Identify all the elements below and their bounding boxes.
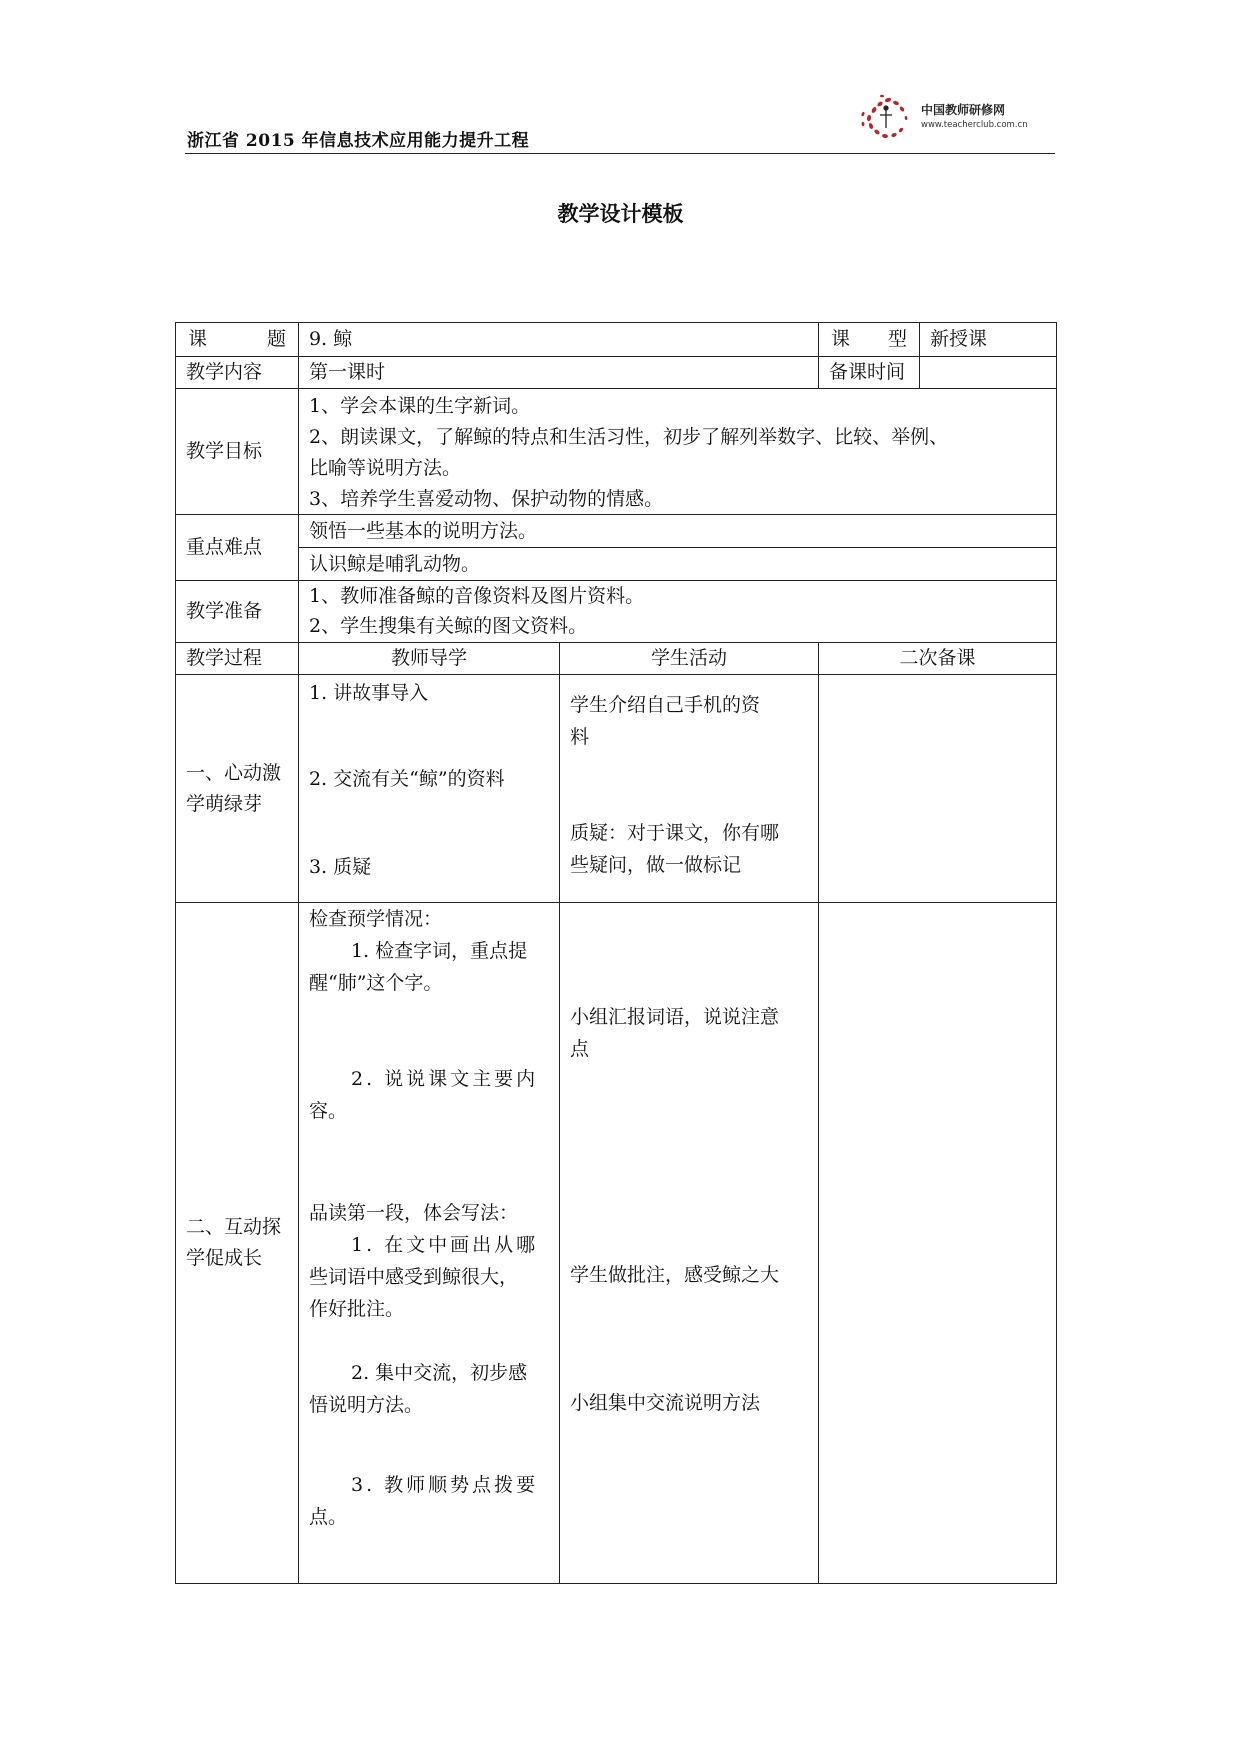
document-title: 教学设计模板 [557, 201, 684, 226]
goal-item: 2、朗读课文，了解鲸的特点和生活习性，初步了解列举数字、比较、举例、 [309, 426, 949, 448]
stage1-teacher-step: 1. 讲故事导入 [309, 682, 429, 704]
type-value: 新授课 [920, 323, 1056, 357]
stage1-student-line: 质疑：对于课文，你有哪 [570, 822, 780, 844]
prep-time-value [920, 357, 1056, 389]
stage2-student-line: 学生做批注，感受鲸之大 [570, 1264, 780, 1286]
check-heading: 检查预学情况： [309, 908, 443, 930]
topic-label-char-2: 题 [266, 328, 286, 350]
lesson-plan-table [175, 322, 1057, 1584]
read-heading: 品读第一段，体会写法： [309, 1202, 519, 1224]
read-step-3-line: 3. 教师顺势点拨要 [351, 1474, 539, 1496]
topic-label-char-1: 课 [188, 328, 208, 350]
read-step-3 [309, 1469, 551, 1533]
type-label-char-1: 课 [831, 328, 851, 350]
stage1-second-prep [819, 675, 1056, 903]
stage1-student-line: 学生介绍自己手机的资 [570, 694, 761, 716]
check-step-2 [309, 1063, 551, 1127]
goal-item: 3、培养学生喜爱动物、保护动物的情感。 [309, 488, 664, 510]
teacher-guide-header: 教师导学 [299, 643, 560, 675]
logo-dots-icon [858, 92, 920, 144]
second-prep-header: 二次备课 [819, 643, 1056, 675]
logo-title: 中国教师研修网 [921, 103, 1006, 117]
stage1-teacher [299, 675, 560, 903]
goals-label: 教学目标 [176, 389, 299, 515]
header-rule [185, 153, 1055, 154]
stage2-label-line: 二、互动探 [186, 1216, 282, 1238]
student-activity-header: 学生活动 [560, 643, 819, 675]
keypoints-label: 重点难点 [176, 515, 299, 581]
stage2-label [176, 903, 299, 1583]
check-step-1 [309, 935, 551, 999]
stage2-label-line: 学促成长 [186, 1247, 263, 1269]
check-step-2-line: 2. 说说课文主要内 [351, 1068, 539, 1090]
stage2-teacher [299, 903, 560, 1583]
read-step-2-line: 2. 集中交流，初步感 [351, 1362, 528, 1384]
stage1-teacher-step: 3. 质疑 [309, 856, 372, 878]
stage2-student-line: 小组汇报词语，说说注意 [570, 1006, 780, 1028]
preparation-label: 教学准备 [176, 581, 299, 643]
stage1-student [560, 675, 819, 903]
read-step-3-line: 点。 [309, 1506, 348, 1528]
read-step-1 [309, 1229, 551, 1325]
stage2-student-line: 小组集中交流说明方法 [570, 1392, 761, 1414]
read-step-1-line: 些词语中感受到鲸很大， [309, 1266, 519, 1288]
type-label-char-2: 型 [887, 328, 907, 350]
process-header: 教学过程 [176, 643, 299, 675]
preparation-item: 2、学生搜集有关鲸的图文资料。 [309, 615, 588, 637]
stage2-student [560, 903, 819, 1583]
content-label: 教学内容 [176, 357, 299, 389]
stage1-student-line: 些疑问，做一做标记 [570, 854, 742, 876]
stage2-student-activity [570, 1259, 810, 1291]
preparation-list [299, 581, 1056, 643]
logo-url: www.teacherclub.com.cn [921, 120, 1028, 130]
check-step-1-line: 醒“肺”这个字。 [309, 972, 443, 994]
read-step-1-line: 作好批注。 [309, 1298, 405, 1320]
topic-value: 9. 鲸 [299, 323, 819, 357]
stage2-second-prep [819, 903, 1056, 1583]
type-label [819, 323, 920, 357]
goals-list [299, 389, 1056, 515]
read-step-2-line: 悟说明方法。 [309, 1394, 424, 1416]
stage2-student-activity [570, 1001, 810, 1065]
topic-label [176, 323, 299, 357]
stage1-student-line: 料 [570, 726, 590, 748]
goal-item: 比喻等说明方法。 [309, 457, 462, 479]
preparation-item: 1、教师准备鲸的音像资料及图片资料。 [309, 585, 645, 607]
goal-item: 1、学会本课的生字新词。 [309, 395, 531, 417]
stage2-student-activity [570, 1387, 810, 1419]
read-step-2 [309, 1357, 551, 1421]
prep-time-label: 备课时间 [819, 357, 920, 389]
header-org-line: 浙江省 2015 年信息技术应用能力提升工程 [187, 131, 530, 151]
check-step-1-line: 1. 检查字词，重点提 [351, 940, 528, 962]
stage2-student-line: 点 [570, 1038, 590, 1060]
teacherclub-logo [858, 92, 1058, 144]
stage1-label [176, 675, 299, 903]
stage1-teacher-step: 2. 交流有关“鲸”的资料 [309, 768, 505, 790]
stage1-label-line: 学萌绿芽 [186, 792, 263, 815]
stage1-label-line: 一、心动激 [186, 761, 282, 784]
content-value: 第一课时 [299, 357, 819, 389]
stage1-student-activity [570, 817, 810, 881]
check-step-2-line: 容。 [309, 1100, 348, 1122]
difficulty-value: 认识鲸是哺乳动物。 [299, 548, 1056, 581]
read-step-1-line: 1. 在文中画出从哪 [351, 1234, 539, 1256]
stage1-student-activity [570, 689, 810, 753]
keypoint-value: 领悟一些基本的说明方法。 [299, 515, 1056, 548]
